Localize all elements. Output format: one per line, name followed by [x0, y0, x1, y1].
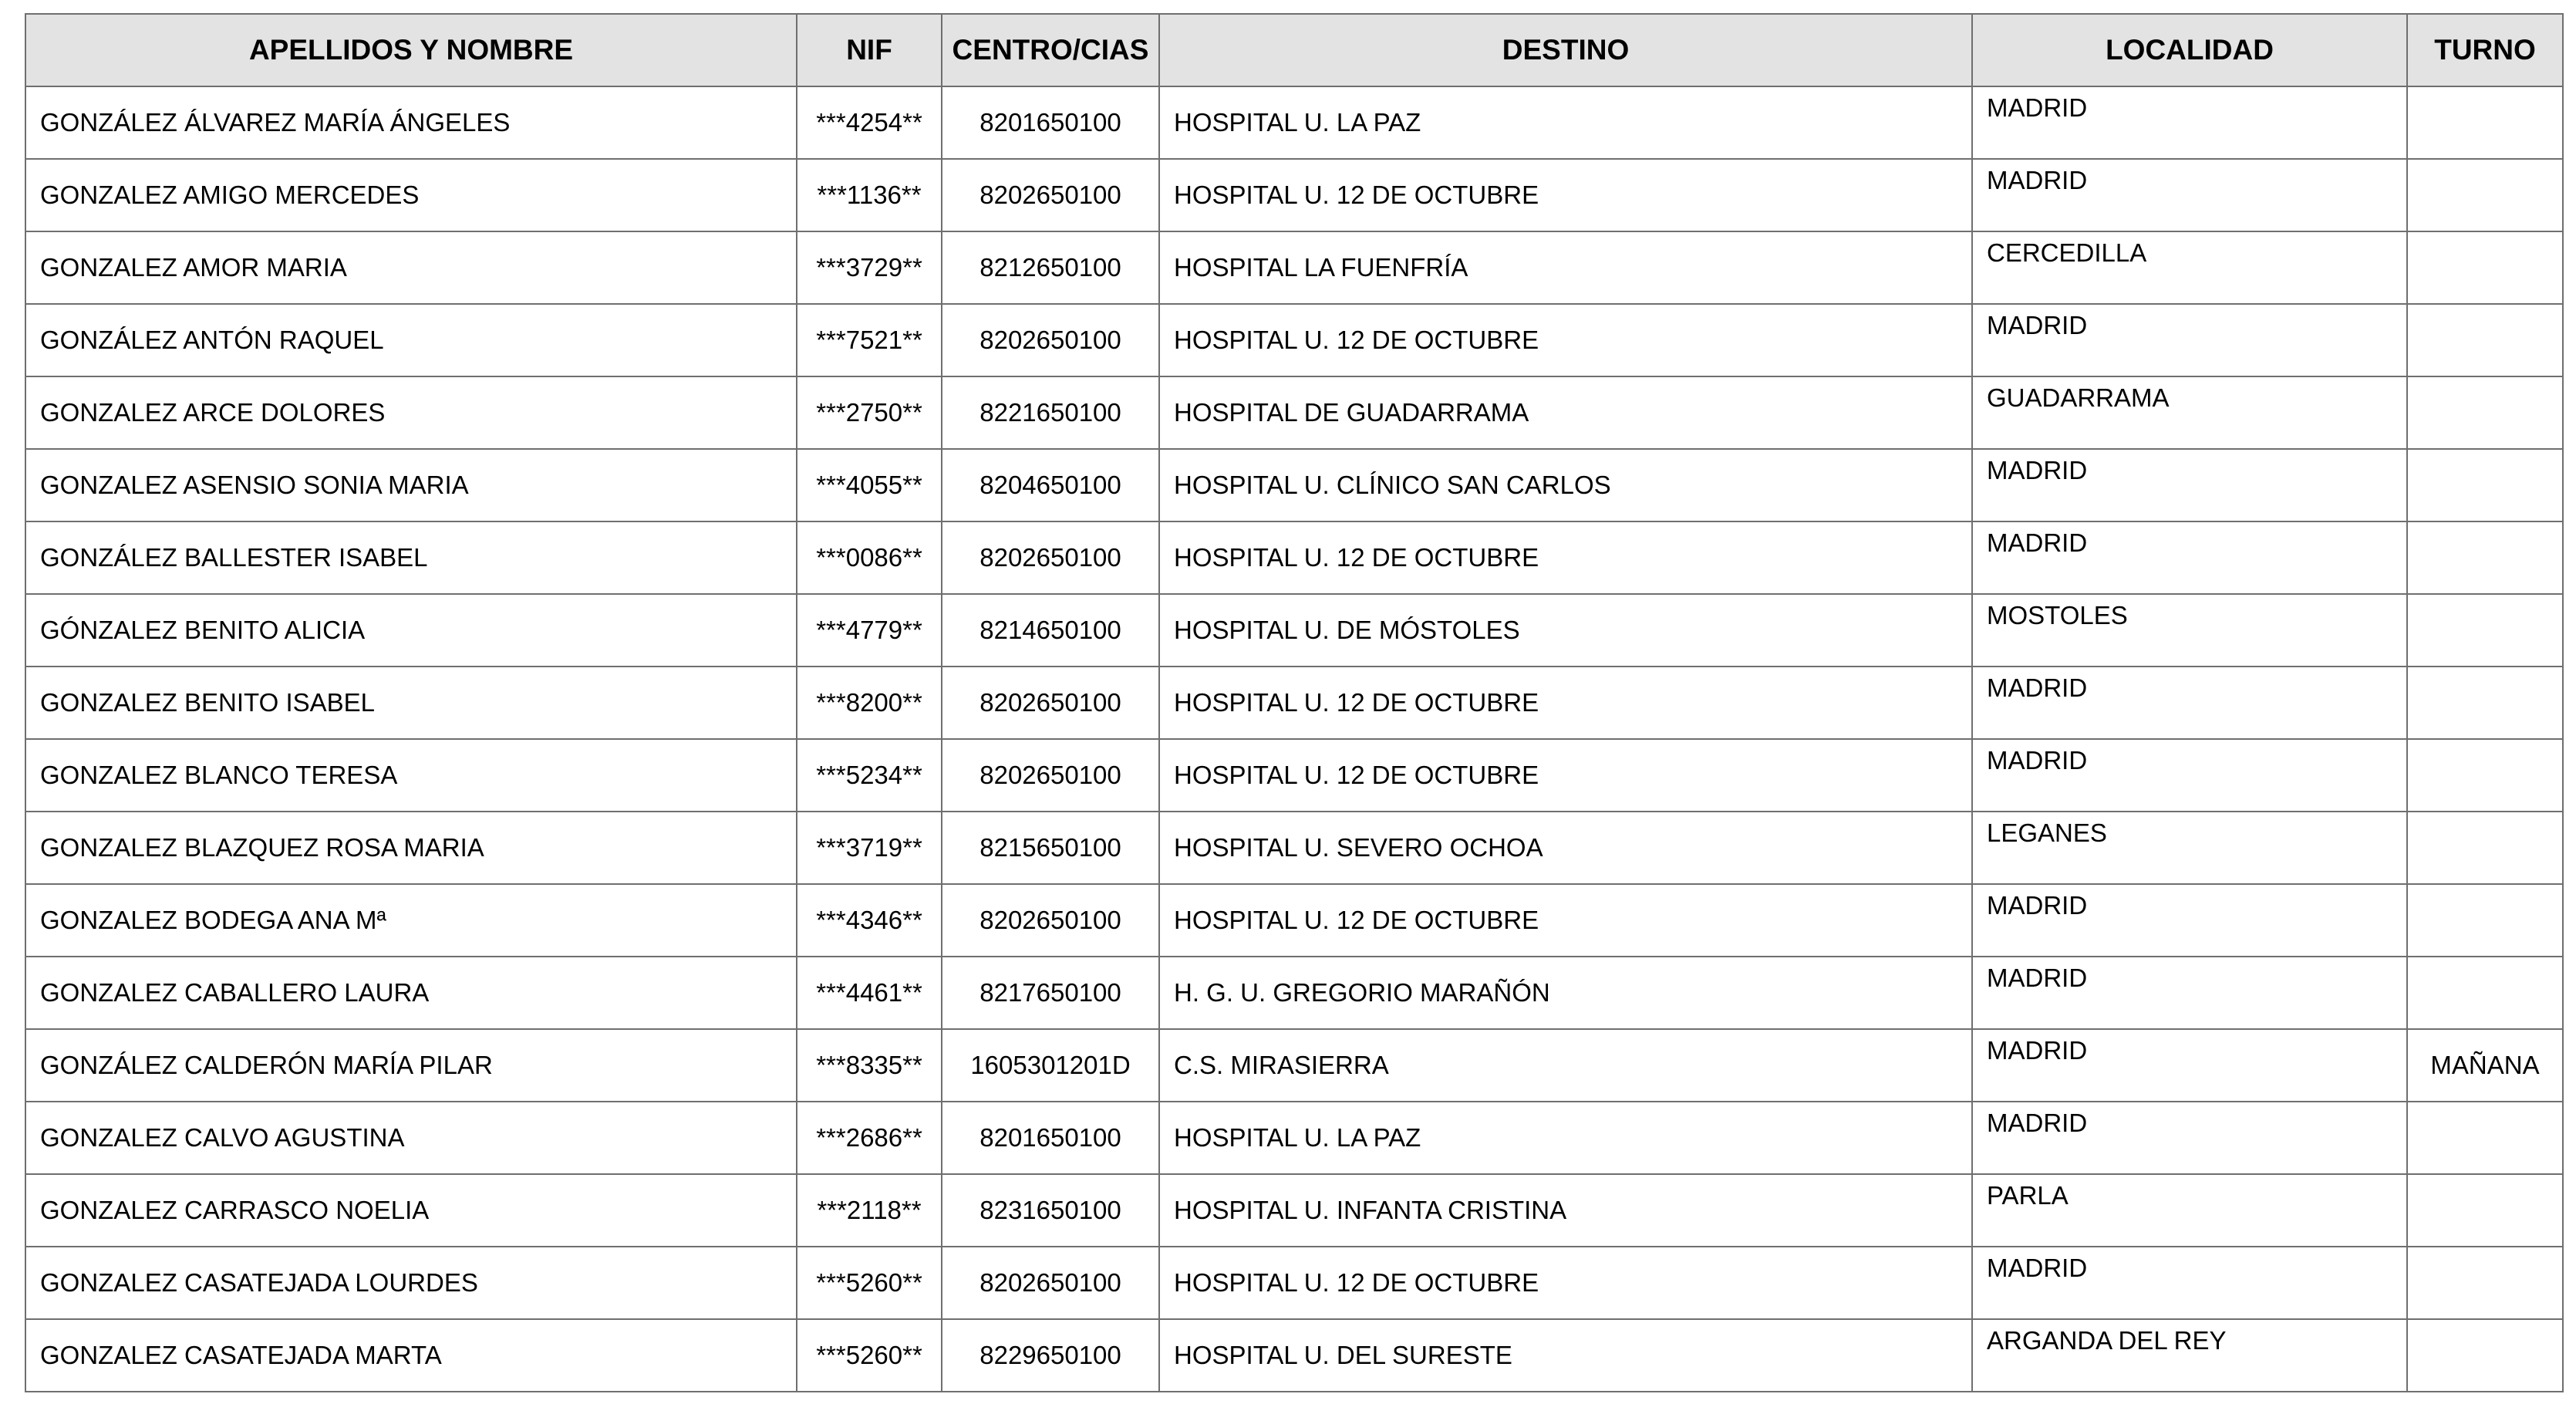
cell-centro-cias: 8202650100	[942, 521, 1159, 594]
cell-turno	[2407, 159, 2563, 231]
table-row	[25, 1247, 2563, 1319]
cell-name: GONZÁLEZ BALLESTER ISABEL	[25, 521, 797, 594]
cell-nif: ***5260**	[797, 1247, 942, 1319]
cell-destino: HOSPITAL LA FUENFRÍA	[1159, 231, 1972, 304]
cell-nif: ***0086**	[797, 521, 942, 594]
cell-localidad: MADRID	[1972, 159, 2407, 231]
table-row	[25, 449, 2563, 521]
cell-destino: H. G. U. GREGORIO MARAÑÓN	[1159, 957, 1972, 1029]
cell-destino: HOSPITAL U. 12 DE OCTUBRE	[1159, 1247, 1972, 1319]
cell-nif: ***4779**	[797, 594, 942, 667]
cell-name: GONZALEZ CARRASCO NOELIA	[25, 1174, 797, 1247]
header-nif: NIF	[797, 14, 942, 86]
cell-nif: ***8335**	[797, 1029, 942, 1102]
cell-centro-cias: 8204650100	[942, 449, 1159, 521]
table-row	[25, 1029, 2563, 1102]
cell-centro-cias: 8202650100	[942, 159, 1159, 231]
cell-turno	[2407, 667, 2563, 739]
cell-turno	[2407, 231, 2563, 304]
cell-name: GONZALEZ BLANCO TERESA	[25, 739, 797, 812]
cell-turno	[2407, 739, 2563, 812]
cell-name: GONZALEZ BODEGA ANA Mª	[25, 884, 797, 957]
cell-centro-cias: 8202650100	[942, 304, 1159, 376]
cell-localidad: MADRID	[1972, 1029, 2407, 1102]
table-row	[25, 884, 2563, 957]
cell-name: GONZALEZ CALVO AGUSTINA	[25, 1102, 797, 1174]
cell-destino: HOSPITAL U. LA PAZ	[1159, 86, 1972, 159]
cell-centro-cias: 8231650100	[942, 1174, 1159, 1247]
cell-turno	[2407, 304, 2563, 376]
cell-centro-cias: 8221650100	[942, 376, 1159, 449]
cell-turno	[2407, 957, 2563, 1029]
cell-turno	[2407, 521, 2563, 594]
cell-localidad: MOSTOLES	[1972, 594, 2407, 667]
table-row	[25, 1102, 2563, 1174]
cell-turno	[2407, 812, 2563, 884]
table-row	[25, 667, 2563, 739]
cell-nif: ***1136**	[797, 159, 942, 231]
table-row	[25, 304, 2563, 376]
cell-destino: HOSPITAL U. 12 DE OCTUBRE	[1159, 521, 1972, 594]
table-row	[25, 812, 2563, 884]
header-turno: TURNO	[2407, 14, 2563, 86]
cell-localidad: MADRID	[1972, 1102, 2407, 1174]
cell-nif: ***7521**	[797, 304, 942, 376]
cell-destino: HOSPITAL DE GUADARRAMA	[1159, 376, 1972, 449]
staff-table	[25, 13, 2564, 1392]
cell-localidad: PARLA	[1972, 1174, 2407, 1247]
cell-centro-cias: 1605301201D	[942, 1029, 1159, 1102]
cell-name: GONZÁLEZ ÁLVAREZ MARÍA ÁNGELES	[25, 86, 797, 159]
cell-turno	[2407, 1319, 2563, 1392]
cell-localidad: GUADARRAMA	[1972, 376, 2407, 449]
cell-destino: HOSPITAL U. CLÍNICO SAN CARLOS	[1159, 449, 1972, 521]
cell-turno	[2407, 1174, 2563, 1247]
cell-nif: ***4254**	[797, 86, 942, 159]
cell-nif: ***5234**	[797, 739, 942, 812]
cell-turno	[2407, 376, 2563, 449]
cell-turno	[2407, 1247, 2563, 1319]
cell-localidad: MADRID	[1972, 1247, 2407, 1319]
cell-name: GONZALEZ AMOR MARIA	[25, 231, 797, 304]
table-row	[25, 521, 2563, 594]
cell-name: GONZÁLEZ ANTÓN RAQUEL	[25, 304, 797, 376]
cell-destino: HOSPITAL U. INFANTA CRISTINA	[1159, 1174, 1972, 1247]
cell-destino: HOSPITAL U. DE MÓSTOLES	[1159, 594, 1972, 667]
cell-nif: ***3729**	[797, 231, 942, 304]
cell-localidad: MADRID	[1972, 884, 2407, 957]
cell-turno: MAÑANA	[2407, 1029, 2563, 1102]
cell-destino: HOSPITAL U. 12 DE OCTUBRE	[1159, 739, 1972, 812]
cell-name: GONZALEZ CASATEJADA MARTA	[25, 1319, 797, 1392]
cell-destino: HOSPITAL U. 12 DE OCTUBRE	[1159, 159, 1972, 231]
cell-destino: C.S. MIRASIERRA	[1159, 1029, 1972, 1102]
cell-centro-cias: 8201650100	[942, 1102, 1159, 1174]
cell-localidad: MADRID	[1972, 667, 2407, 739]
header-localidad: LOCALIDAD	[1972, 14, 2407, 86]
cell-localidad: MADRID	[1972, 957, 2407, 1029]
cell-nif: ***5260**	[797, 1319, 942, 1392]
cell-centro-cias: 8202650100	[942, 884, 1159, 957]
cell-centro-cias: 8202650100	[942, 1247, 1159, 1319]
cell-turno	[2407, 449, 2563, 521]
cell-localidad: MADRID	[1972, 86, 2407, 159]
cell-name: GONZÁLEZ CALDERÓN MARÍA PILAR	[25, 1029, 797, 1102]
table-row	[25, 739, 2563, 812]
cell-centro-cias: 8201650100	[942, 86, 1159, 159]
table-row	[25, 86, 2563, 159]
cell-nif: ***4461**	[797, 957, 942, 1029]
cell-turno	[2407, 594, 2563, 667]
header-centro-cias: CENTRO/CIAS	[942, 14, 1159, 86]
table-row	[25, 1319, 2563, 1392]
cell-nif: ***4346**	[797, 884, 942, 957]
cell-name: GONZALEZ CABALLERO LAURA	[25, 957, 797, 1029]
cell-centro-cias: 8229650100	[942, 1319, 1159, 1392]
table-header-row	[25, 14, 2563, 86]
cell-localidad: CERCEDILLA	[1972, 231, 2407, 304]
cell-nif: ***2118**	[797, 1174, 942, 1247]
cell-centro-cias: 8215650100	[942, 812, 1159, 884]
cell-name: GONZALEZ ARCE DOLORES	[25, 376, 797, 449]
cell-name: GONZALEZ BLAZQUEZ ROSA MARIA	[25, 812, 797, 884]
table-row	[25, 231, 2563, 304]
table-row	[25, 957, 2563, 1029]
cell-localidad: MADRID	[1972, 739, 2407, 812]
cell-localidad: ARGANDA DEL REY	[1972, 1319, 2407, 1392]
cell-name: GÓNZALEZ BENITO ALICIA	[25, 594, 797, 667]
cell-localidad: LEGANES	[1972, 812, 2407, 884]
table-row	[25, 594, 2563, 667]
cell-centro-cias: 8214650100	[942, 594, 1159, 667]
table-row	[25, 159, 2563, 231]
cell-centro-cias: 8217650100	[942, 957, 1159, 1029]
cell-name: GONZALEZ AMIGO MERCEDES	[25, 159, 797, 231]
table-row	[25, 376, 2563, 449]
cell-turno	[2407, 884, 2563, 957]
cell-centro-cias: 8202650100	[942, 667, 1159, 739]
cell-centro-cias: 8212650100	[942, 231, 1159, 304]
cell-name: GONZALEZ BENITO ISABEL	[25, 667, 797, 739]
cell-localidad: MADRID	[1972, 304, 2407, 376]
cell-localidad: MADRID	[1972, 521, 2407, 594]
cell-destino: HOSPITAL U. SEVERO OCHOA	[1159, 812, 1972, 884]
cell-destino: HOSPITAL U. 12 DE OCTUBRE	[1159, 304, 1972, 376]
cell-localidad: MADRID	[1972, 449, 2407, 521]
cell-destino: HOSPITAL U. 12 DE OCTUBRE	[1159, 667, 1972, 739]
cell-name: GONZALEZ CASATEJADA LOURDES	[25, 1247, 797, 1319]
table-row	[25, 1174, 2563, 1247]
cell-destino: HOSPITAL U. DEL SURESTE	[1159, 1319, 1972, 1392]
cell-turno	[2407, 1102, 2563, 1174]
cell-nif: ***8200**	[797, 667, 942, 739]
cell-name: GONZALEZ ASENSIO SONIA MARIA	[25, 449, 797, 521]
cell-nif: ***2750**	[797, 376, 942, 449]
cell-centro-cias: 8202650100	[942, 739, 1159, 812]
header-name: APELLIDOS Y NOMBRE	[25, 14, 797, 86]
header-destino: DESTINO	[1159, 14, 1972, 86]
cell-nif: ***2686**	[797, 1102, 942, 1174]
cell-nif: ***3719**	[797, 812, 942, 884]
cell-turno	[2407, 86, 2563, 159]
cell-destino: HOSPITAL U. 12 DE OCTUBRE	[1159, 884, 1972, 957]
cell-nif: ***4055**	[797, 449, 942, 521]
document-page	[25, 13, 2562, 1392]
cell-destino: HOSPITAL U. LA PAZ	[1159, 1102, 1972, 1174]
